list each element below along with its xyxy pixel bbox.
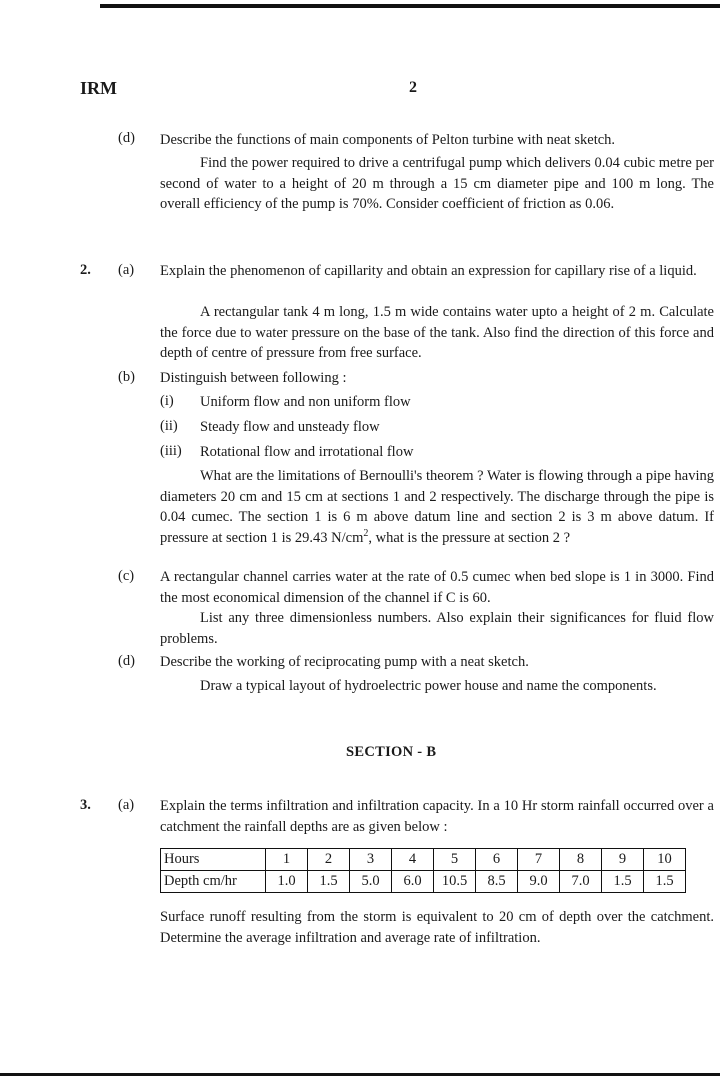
q2d-label: (d): [118, 653, 135, 669]
q2d-para2: Draw a typical layout of hydroelectric power house and name the components.: [200, 678, 657, 694]
q2-number: 2.: [80, 262, 91, 278]
q2b-label: (b): [118, 369, 135, 385]
table-row: [161, 871, 686, 893]
table-cell: 1: [266, 849, 308, 871]
q2a-para1: Explain the phenomenon of capillarity and obtain an expression for capillary rise of a liquid.: [160, 263, 697, 279]
table-cell: 8.5: [476, 871, 518, 893]
table-cell: 5.0: [350, 871, 392, 893]
q2b-intro: Distinguish between following :: [160, 370, 347, 386]
table-cell: 2: [308, 849, 350, 871]
table-cell: 7.0: [560, 871, 602, 893]
table-cell: 9: [602, 849, 644, 871]
table-cell: 5: [434, 849, 476, 871]
table-header-cell: Depth cm/hr: [161, 871, 266, 893]
table-cell: 6: [476, 849, 518, 871]
table-cell: 10.5: [434, 871, 476, 893]
table-cell: 9.0: [518, 871, 560, 893]
table-cell: 1.5: [644, 871, 686, 893]
q2b-para2: What are the limitations of Bernoulli's theorem ? Water is flowing through a pipe having diameters 20 cm and 15 cm at sections 1 and 2 respectively. The discharge through the pipe is 0.04 cumec. The section 1 is 6 m above datum line and section 2 is 3 m above datum. If pressure at section 1 is 29.43 $N/cm^2$, what is the pressure at section 2 ?: [160, 468, 714, 546]
q2a-label: (a): [118, 262, 135, 278]
table-cell: 10: [644, 849, 686, 871]
q1d-line1: Describe the functions of main components of Pelton turbine with neat sketch.: [160, 132, 616, 148]
table-cell: 3: [350, 849, 392, 871]
bottom-rule: [0, 1073, 720, 1076]
q2c-para1: A rectangular channel carries water at the rate of 0.5 cumec when bed slope is 1 in 3000. Find the most economical dimension of the channel if C is 60.: [160, 569, 714, 606]
q1d-para2: Find the power required to drive a centrifugal pump which delivers 0.04 cubic metre per second of water to a height of 20 m through a 15 cm diameter pipe and 100 m long. The overall efficiency of the pump is 70%. Consider coefficient of friction as 0.06.: [160, 155, 714, 212]
paper-code: IRM: [80, 78, 117, 98]
q2d-para1: Describe the working of reciprocating pump with a neat sketch.: [160, 654, 529, 670]
q3-number: 3.: [80, 797, 91, 813]
table-cell: 1.0: [266, 871, 308, 893]
q3a-para1: Explain the terms infiltration and infiltration capacity. In a 10 Hr storm rainfall occurred over a catchment the rainfall depths are as given below :: [160, 798, 714, 835]
q2a-para2: A rectangular tank 4 m long, 1.5 m wide contains water upto a height of 2 m. Calculate the force due to water pressure on the base of the tank. Also find the direction of this force and depth of centre of pressure from free surface.: [160, 304, 714, 361]
table-cell: 1.5: [602, 871, 644, 893]
table-header-cell: Hours: [161, 849, 266, 871]
q2c-label: (c): [118, 568, 135, 584]
q3a-para2: Surface runoff resulting from the storm is equivalent to 20 cm of depth over the catchment. Determine the average infiltration and average rate of infiltration.: [160, 909, 714, 946]
table-cell: 8: [560, 849, 602, 871]
q2c-para2: List any three dimensionless numbers. Also explain their significances for fluid flow problems.: [160, 610, 714, 647]
q2b-item-text: Steady flow and unsteady flow: [200, 419, 380, 435]
q2b-item-text: Uniform flow and non uniform flow: [200, 394, 411, 410]
q2b-item-num: (i): [160, 393, 174, 409]
q2b-item-num: (iii): [160, 443, 182, 459]
rainfall-table: [160, 848, 686, 893]
q1d-label: (d): [118, 130, 135, 146]
table-cell: 1.5: [308, 871, 350, 893]
table-row: [161, 849, 686, 871]
q3a-label: (a): [118, 797, 135, 813]
top-rule: [100, 4, 720, 8]
section-title: SECTION - B: [346, 744, 437, 760]
table-cell: 7: [518, 849, 560, 871]
table-cell: 4: [392, 849, 434, 871]
q2b-item-num: (ii): [160, 418, 178, 434]
table-cell: 6.0: [392, 871, 434, 893]
page-number: 2: [409, 79, 417, 96]
q2b-item-text: Rotational flow and irrotational flow: [200, 444, 414, 460]
